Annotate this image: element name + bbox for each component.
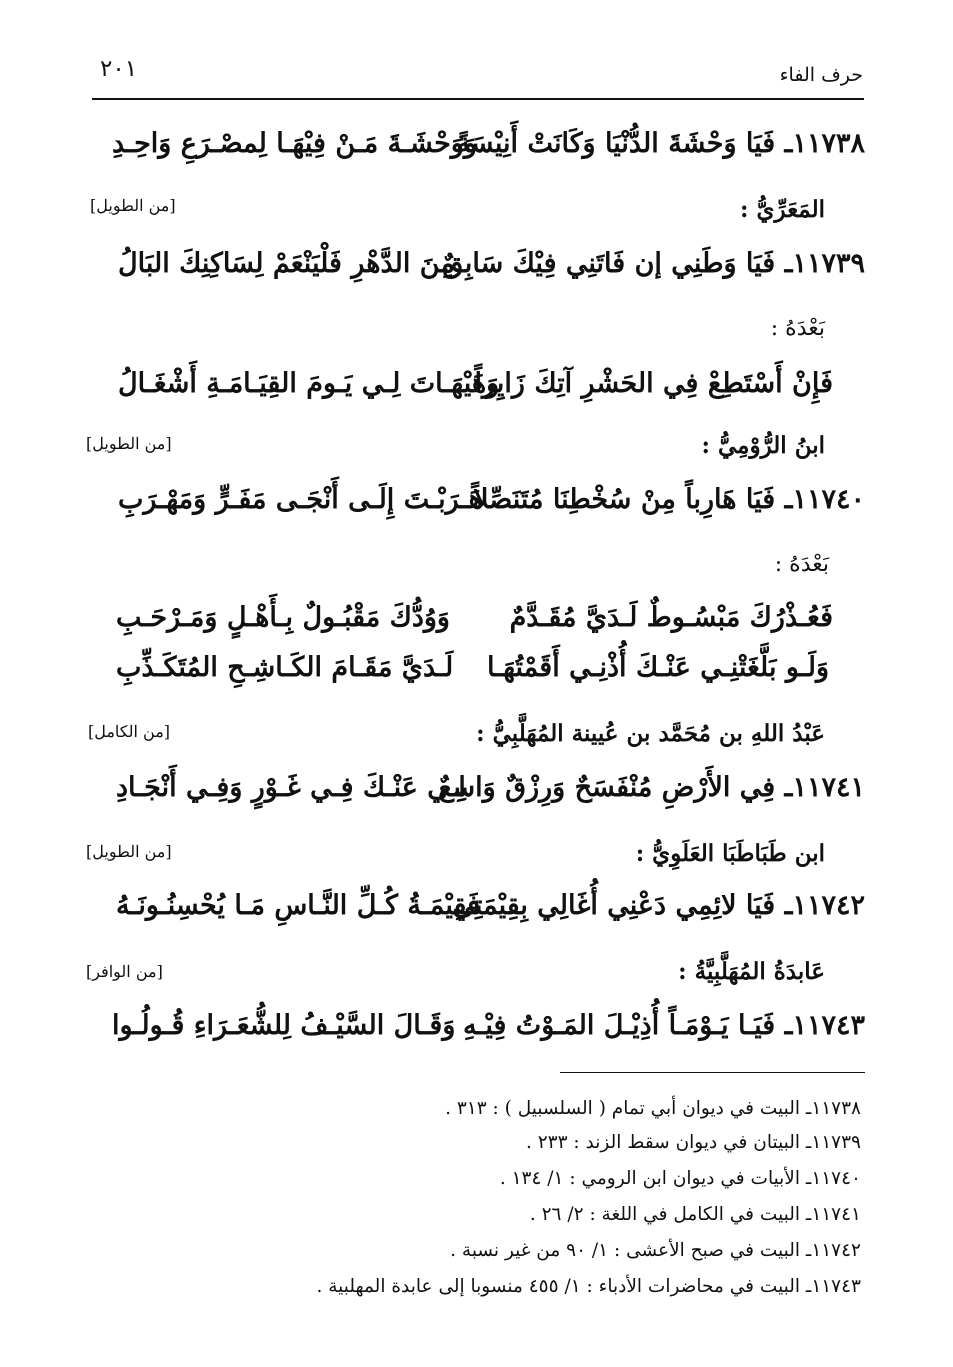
verse-11743-second-hemistich: وَقَـالَ السَّيْـفُ لِلشُّعَـرَاءِ قُـولُـوا	[112, 1010, 456, 1041]
verse-11742-first-hemistich: ١١٧٤٢ـ فَيَا لائِمِي دَعْنِي أُغَالِي بِقِيْمَتِي	[452, 890, 865, 921]
meter-label: [من الطويل]	[86, 842, 172, 861]
footnote: ١١٧٤١ـ البيت في الكامل في اللغة : ٢/ ٢٦ .	[529, 1204, 861, 1225]
poet-name: عَابدَةُ المُهَلَّبِيَّةُ :	[678, 958, 825, 985]
verse-continuation-first-hemistich: فَإِنْ أَسْتَطِعْ فِي الحَشْرِ آتِكَ زَايِراً	[474, 368, 833, 399]
poet-name: عَبْدُ اللهِ بن مُحَمَّد بن عُيينة المُهَلَّبِيُّ :	[476, 720, 825, 747]
meter-label: [من الطويل]	[86, 434, 172, 453]
footnote: ١١٧٤٠ـ الأبيات في ديوان ابن الرومي : ١/ ١٣٤ .	[499, 1168, 861, 1189]
verse-11739-second-hemistich: مِنَ الدَّهْرِ فَلْيَنْعَمْ لِسَاكِنِكَ البَالُ	[118, 248, 455, 279]
verse-11738-first-hemistich: ١١٧٣٨ـ فَيَا وَحْشَةَ الدُّنْيَا وَكَانَتْ أَنِيْسَةً	[456, 128, 865, 159]
meter-label: [من الكامل]	[88, 722, 171, 741]
continuation-label: بَعْدَهُ :	[774, 552, 829, 577]
running-header-title: حرف الفاء	[779, 64, 863, 86]
footnote: ١١٧٣٩ـ البيتان في ديوان سقط الزند : ٢٣٣ .	[525, 1132, 861, 1153]
verse-11738-second-hemistich: وَوَحْشَـةَ مَـنْ فِيْهَـا لِمصْـرَعِ وَاحِـدِ	[112, 128, 477, 159]
page-number: ٢٠١	[100, 56, 138, 82]
header-rule	[92, 98, 864, 100]
verse-continuation-second-hemistich: وَهَيْهَـاتَ لِـي يَـومَ القِيَـامَـةِ أَشْغَـالُ	[118, 368, 500, 399]
verse-11740-second-hemistich: هَـرَبْـتَ إِلَـى أَنْجَـى مَفَـرٍّ وَمَهْـرَبِ	[118, 484, 483, 515]
verse-continuation-second-hemistich: وَوُدُّكَ مَقْبُـولٌ بِـأَهْـلٍ وَمَـرْحَـبِ	[116, 602, 450, 633]
verse-11739-first-hemistich: ١١٧٣٩ـ فَيَا وَطَنِي إن فَاتَنِي فِيْكَ سَابِقٌ	[442, 248, 865, 279]
verse-11742-second-hemistich: فَقِيْمَـةُ كُـلِّ النَّـاسِ مَـا يُحْسِنُـونَـهُ	[116, 890, 481, 921]
meter-label: [من الطويل]	[90, 196, 176, 215]
verse-continuation-second-hemistich: لَـدَيَّ مَقَـامَ الكَـاشِـحِ المُتَكَـذِّبِ	[116, 652, 454, 683]
verse-continuation-first-hemistich: فَعُـذْرُكَ مَبْسُـوطٌ لَـدَيَّ مُقَـدَّمٌ	[509, 602, 833, 633]
poet-name: ابنُ الرُّوْمِيُّ :	[701, 432, 825, 459]
footnote: ١١٧٤٢ـ البيت في صبح الأعشى : ١/ ٩٠ من غير نسبة .	[450, 1240, 861, 1261]
verse-11740-first-hemistich: ١١٧٤٠ـ فَيَا هَارِباً مِنْ سُخْطِنَا مُتَنَصِّلاً	[473, 484, 865, 515]
continuation-label: بَعْدَهُ :	[770, 316, 825, 341]
poet-name: ابن طَبَاطَبَا العَلَوِيُّ :	[635, 840, 825, 867]
verse-continuation-first-hemistich: وَلَـو بَلَّغَتْنِـي عَنْـكَ أُذْنِـي أَقَمْتُهَـا	[486, 652, 829, 683]
meter-label: [من الوافر]	[86, 962, 163, 981]
poet-name: المَعَرِّيُّ :	[740, 196, 825, 223]
footnote: ١١٧٣٨ـ البيت في ديوان أبي تمام ( السلسبيل ) : ٣١٣ .	[445, 1098, 861, 1119]
verse-11743-first-hemistich: ١١٧٤٣ـ فَيَـا يَـوْمَـاً أُذِيْـلَ المَـوْتُ فِيْـهِ	[462, 1010, 865, 1041]
verse-11741-first-hemistich: ١١٧٤١ـ فِي الأَرْضِ مُنْفَسَحٌ وَرِزْقٌ وَاسِعٌ	[438, 772, 865, 803]
footnote: ١١٧٤٣ـ البيت في محاضرات الأدباء : ١/ ٤٥٥ منسوبا إلى عابدة المهلبية .	[316, 1276, 861, 1297]
footnote-rule	[560, 1072, 865, 1073]
verse-11741-second-hemistich: لِـي عَنْـكَ فِـي غَـوْرٍ وَفِـي أَنْجَـادِ	[116, 772, 466, 803]
